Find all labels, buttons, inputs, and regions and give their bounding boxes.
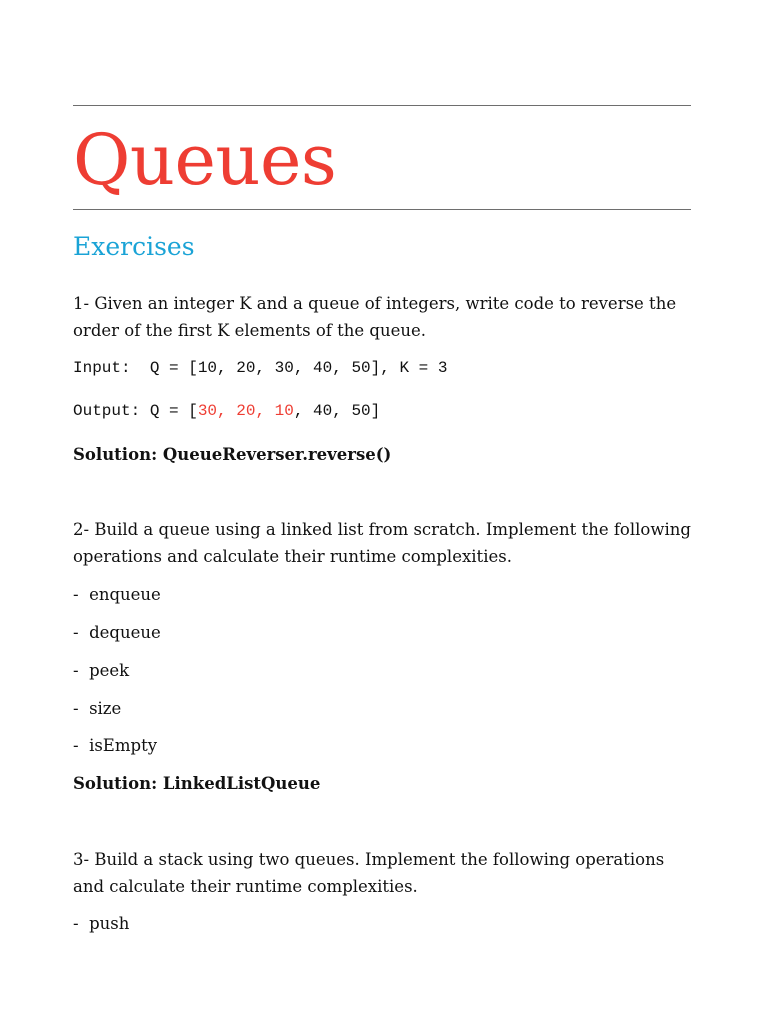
output-reversed-values: 30, 20, 10 [197,402,294,420]
top-divider [73,105,691,106]
exercise-2-op-peek: - peek [73,661,130,680]
output-suffix: , 40, 50] [293,402,381,420]
exercise-3-question: 3- Build a stack using two queues. Implement the following operations and calculate their runtime complexities. [73,850,665,896]
exercise-2-op-size: - size [73,699,122,718]
exercise-2-op-isempty: - isEmpty [73,736,158,755]
exercise-2-op-dequeue: - dequeue [73,623,161,642]
output-prefix: Output: Q = [ [73,402,198,420]
exercise-2-solution: Solution: LinkedListQueue [73,774,321,793]
exercise-1-output [73,400,691,422]
exercise-2-question: 2- Build a queue using a linked list from scratch. Implement the following operations and calculate their runtime complexities. [73,520,691,566]
title-divider [73,209,691,210]
page-title: Queues [73,119,337,201]
exercise-3-op-push: - push [73,914,130,933]
exercise-1-question: 1- Given an integer K and a queue of integers, write code to reverse the order of the first K elements of the queue. [73,294,677,340]
exercise-2-op-enqueue: - enqueue [73,585,161,604]
exercise-1-input: Input: Q = [10, 20, 30, 40, 50], K = 3 [73,359,448,377]
section-heading: Exercises [73,232,195,261]
exercise-1-solution: Solution: QueueReverser.reverse() [73,445,392,464]
